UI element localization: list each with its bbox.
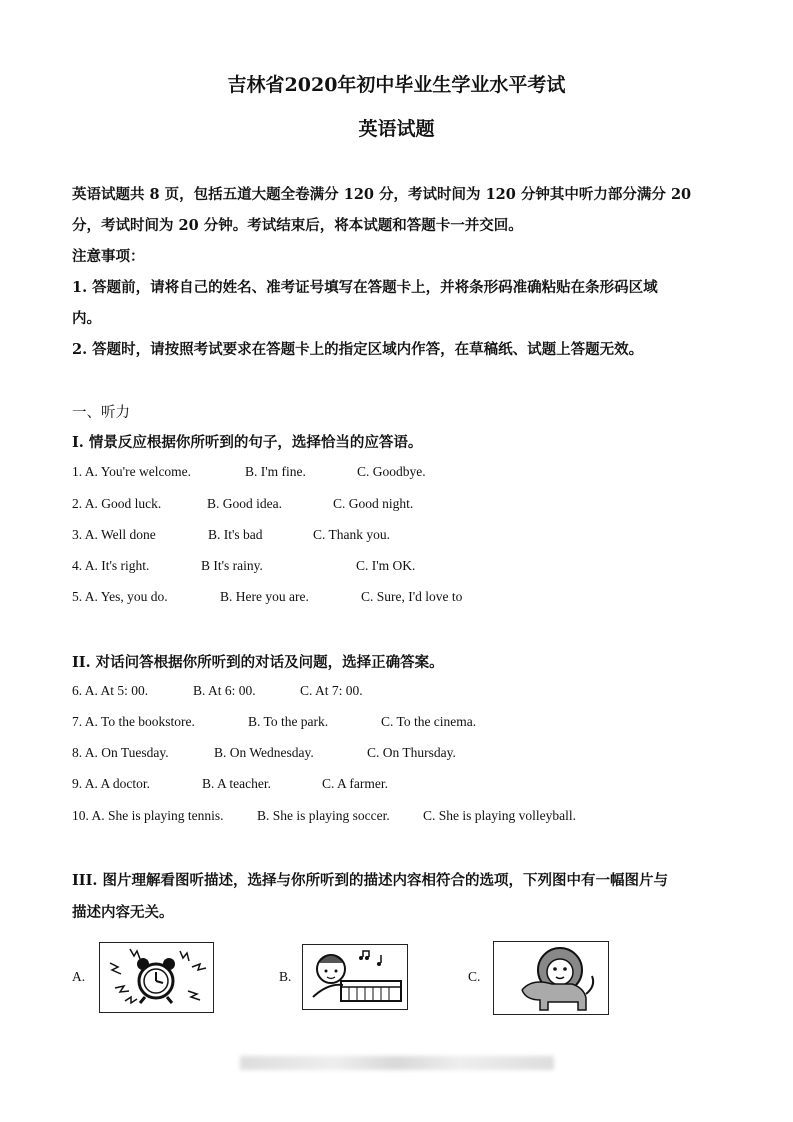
q9-option-c: C. A farmer. bbox=[322, 776, 388, 791]
picture-lion bbox=[493, 941, 609, 1015]
q10-option-c: C. She is playing volleyball. bbox=[423, 808, 576, 823]
q3-option-c: C. Thank you. bbox=[313, 527, 390, 542]
q8-option-b: B. On Wednesday. bbox=[214, 745, 314, 760]
part1-heading: I. 情景反应根据你所听到的句子，选择恰当的应答语。 bbox=[72, 434, 423, 451]
picture-child-at-piano bbox=[302, 944, 408, 1010]
q1-option-a: 1. A. You're welcome. bbox=[72, 464, 192, 479]
note-1-line-1: 1. 答题前，请将自己的姓名、准考证号填写在答题卡上，并将条形码准确粘贴在条形码区域 bbox=[72, 279, 658, 296]
q5-option-a: 5. A. Yes, you do. bbox=[72, 589, 168, 604]
q4-option-c: C. I'm OK. bbox=[356, 558, 416, 573]
q7-option-c: C. To the cinema. bbox=[381, 714, 477, 729]
q7-option-a: 7. A. To the bookstore. bbox=[72, 714, 195, 729]
part2-heading: II. 对话问答根据你所听到的对话及问题，选择正确答案。 bbox=[72, 654, 444, 671]
note-2: 2. 答题时，请按照考试要求在答题卡上的指定区域内作答，在草稿纸、试题上答题无效。 bbox=[72, 341, 644, 358]
q7-option-b: B. To the park. bbox=[248, 714, 329, 729]
footer-watermark bbox=[240, 1056, 554, 1070]
q9-option-b: B. A teacher. bbox=[202, 776, 271, 791]
q10-option-a: 10. A. She is playing tennis. bbox=[72, 808, 224, 823]
q5-option-b: B. Here you are. bbox=[220, 589, 309, 604]
q5-option-c: C. Sure, I'd love to bbox=[361, 589, 463, 604]
section-heading: 一、听力 bbox=[72, 405, 130, 421]
part3-heading-line-2: 描述内容无关。 bbox=[72, 904, 174, 921]
q6-option-c: C. At 7: 00. bbox=[300, 683, 363, 698]
q2-option-b: B. Good idea. bbox=[207, 496, 282, 511]
q2-option-c: C. Good night. bbox=[333, 496, 414, 511]
intro-line-1: 英语试题共 8 页，包括五道大题全卷满分 120 分，考试时间为 120 分钟其中听力部分满分 20 bbox=[72, 186, 692, 203]
q6-option-b: B. At 6: 00. bbox=[193, 683, 256, 698]
q6-option-a: 6. A. At 5: 00. bbox=[72, 683, 149, 698]
q1-option-b: B. I'm fine. bbox=[245, 464, 306, 479]
lion-icon bbox=[494, 942, 608, 1014]
picture-label-c: C. bbox=[468, 969, 481, 984]
q8-option-a: 8. A. On Tuesday. bbox=[72, 745, 169, 760]
picture-alarm-clock bbox=[99, 942, 214, 1013]
child-piano-icon bbox=[303, 945, 407, 1009]
q10-option-b: B. She is playing soccer. bbox=[257, 808, 390, 823]
q9-option-a: 9. A. A doctor. bbox=[72, 776, 151, 791]
q3-option-b: B. It's bad bbox=[208, 527, 263, 542]
q2-option-a: 2. A. Good luck. bbox=[72, 496, 162, 511]
q3-option-a: 3. A. Well done bbox=[72, 527, 156, 542]
exam-title: 吉林省2020年初中毕业生学业水平考试 bbox=[227, 74, 566, 96]
alarm-clock-icon bbox=[100, 943, 213, 1012]
intro-line-2: 分，考试时间为 20 分钟。考试结束后，将本试题和答题卡一并交回。 bbox=[72, 217, 523, 234]
q1-option-c: C. Goodbye. bbox=[357, 464, 426, 479]
exam-subtitle: 英语试题 bbox=[358, 118, 435, 140]
notice-title: 注意事项： bbox=[72, 248, 145, 265]
q8-option-c: C. On Thursday. bbox=[367, 745, 456, 760]
part3-heading-line-1: III. 图片理解看图听描述，选择与你所听到的描述内容相符合的选项，下列图中有一幅图片与 bbox=[72, 872, 668, 889]
picture-label-a: A. bbox=[72, 969, 86, 984]
picture-label-b: B. bbox=[279, 969, 292, 984]
q4-option-a: 4. A. It's right. bbox=[72, 558, 150, 573]
q4-option-b: B It's rainy. bbox=[201, 558, 263, 573]
note-1-line-2: 内。 bbox=[72, 310, 101, 327]
